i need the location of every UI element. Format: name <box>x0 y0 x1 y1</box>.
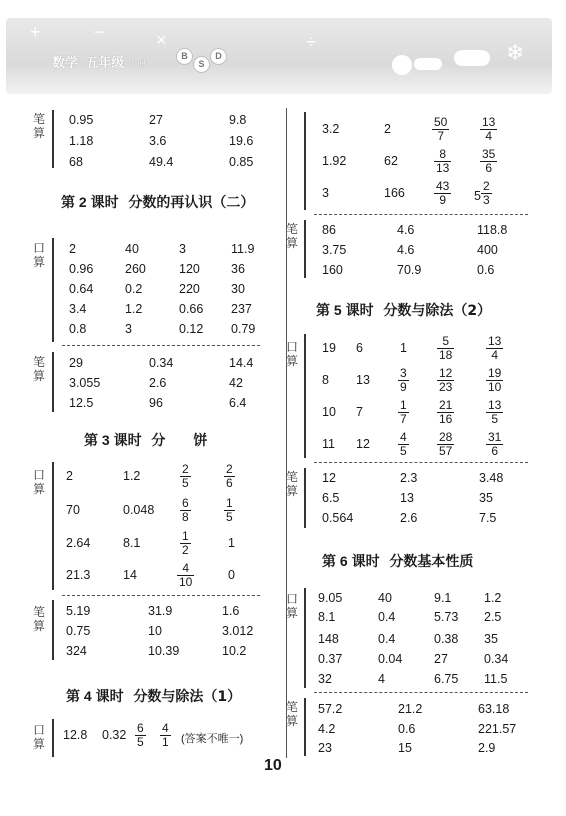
bisuan-label: 笔 算 <box>33 355 46 383</box>
fraction: $\frac{5}{18}$ <box>439 334 453 362</box>
section-bar <box>304 698 306 756</box>
section-bar <box>304 220 306 278</box>
bisuan-label: 笔 算 <box>286 222 299 250</box>
dashed-divider <box>314 462 528 463</box>
section-bar <box>52 719 54 757</box>
kousuan-label: 口 算 <box>33 723 46 751</box>
fraction: $\frac{13}{4}$ <box>488 334 502 362</box>
lesson-heading: 第 5 课时 分数与除法（2） <box>316 302 492 319</box>
fraction: $\frac{2}{6}$ <box>226 462 233 490</box>
section-bar <box>304 334 306 458</box>
bisuan-label: 笔 算 <box>286 470 299 498</box>
column-divider <box>286 108 287 758</box>
logo-letter: D <box>210 48 227 65</box>
mixed-number-whole: 5 <box>474 189 481 203</box>
subject-label: 数学 <box>52 55 79 70</box>
fraction: $\frac{1}{2}$ <box>182 529 189 557</box>
divide-icon: ÷ <box>306 32 316 52</box>
section-bar <box>304 112 306 210</box>
snowflake-icon: ❄ <box>506 40 525 65</box>
fraction: $\frac{28}{57}$ <box>439 430 453 458</box>
fraction: $\frac{43}{9}$ <box>436 179 450 207</box>
bisuan-label: 笔 算 <box>33 605 46 633</box>
fraction: $\frac{2}{5}$ <box>182 462 189 490</box>
kousuan-label: 口 算 <box>33 241 46 269</box>
lesson-heading: 第 3 课时 分 饼 <box>84 432 208 449</box>
kousuan-label: 口 算 <box>286 592 299 620</box>
dashed-divider <box>314 692 528 693</box>
cloud-icon <box>454 50 490 66</box>
section-bar <box>52 352 54 412</box>
fraction: $\frac{50}{7}$ <box>434 115 448 143</box>
fraction: $\frac{13}{5}$ <box>488 398 502 426</box>
volume-label: 上册 <box>128 59 147 69</box>
dashed-divider <box>314 214 528 215</box>
fraction: $\frac{31}{6}$ <box>488 430 502 458</box>
answer-note: (答案不唯一) <box>181 733 244 745</box>
fraction: $\frac{1}{7}$ <box>400 398 407 426</box>
fraction: $\frac{6}{5}$ <box>137 721 144 749</box>
section-bar <box>52 600 54 660</box>
bisuan-label: 笔 算 <box>286 700 299 728</box>
kousuan-label: 口 算 <box>33 468 46 496</box>
fraction: $\frac{3}{9}$ <box>400 366 407 394</box>
book-title <box>52 52 146 71</box>
fraction: $\frac{13}{4}$ <box>482 115 496 143</box>
kousuan-label: 口 算 <box>286 340 299 368</box>
fraction: $\frac{19}{10}$ <box>488 366 502 394</box>
lesson-heading: 第 2 课时 分数的再认识（二） <box>61 194 255 211</box>
lesson-heading: 第 6 课时 分数基本性质 <box>322 553 474 570</box>
multiply-icon: × <box>156 30 167 50</box>
section-bar <box>52 238 54 342</box>
section-bar <box>304 468 306 528</box>
sun-icon <box>392 55 412 75</box>
minus-icon: − <box>94 22 105 42</box>
section-bar <box>304 588 306 688</box>
fraction: $\frac{35}{6}$ <box>482 147 496 175</box>
fraction: $\frac{1}{5}$ <box>226 496 233 524</box>
cloud-icon <box>414 58 442 70</box>
fraction: $\frac{4}{5}$ <box>400 430 407 458</box>
logo-letter: B <box>176 48 193 65</box>
fraction: $\frac{4}{10}$ <box>179 561 193 589</box>
fraction: $\frac{2}{3}$ <box>483 179 490 207</box>
fraction: $\frac{21}{16}$ <box>439 398 453 426</box>
section-bar <box>52 110 54 168</box>
page-number: 10 <box>264 757 282 774</box>
plus-icon: + <box>30 22 41 42</box>
fraction: $\frac{8}{13}$ <box>436 147 450 175</box>
fraction: $\frac{4}{1}$ <box>162 721 169 749</box>
logo-letter: S <box>193 56 210 73</box>
dashed-divider <box>62 595 260 596</box>
bisuan-label: 笔 算 <box>33 112 46 140</box>
grade-label: 五年级 <box>85 55 125 70</box>
fraction: $\frac{12}{23}$ <box>439 366 453 394</box>
lesson-heading: 第 4 课时 分数与除法（1） <box>66 688 242 705</box>
fraction: $\frac{6}{8}$ <box>182 496 189 524</box>
dashed-divider <box>62 345 260 346</box>
section-bar <box>52 462 54 590</box>
